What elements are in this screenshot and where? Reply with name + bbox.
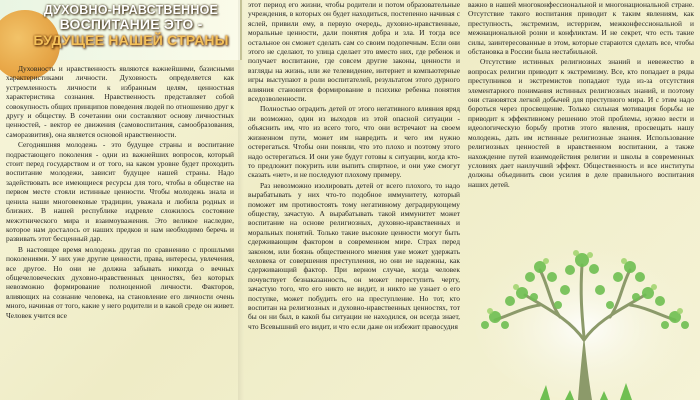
paragraph: важно в нашей многоконфессиональной и многонациональной стране. Отсутствие такого воспитания приводит к таким явлениям, как преступность, экстремизм, истерризм, межконфессиональной и межнациональной розни и конфликтам. И не секрет, что есть такие силы, заинтересованные в этом, которые стараются сделать все, чтобы обстановка в России была нестабильной. [468, 0, 694, 57]
column-left [6, 64, 234, 400]
column-right [468, 0, 694, 250]
paragraph: Раз невозможно изолировать детей от всего плохого, то надо вырабатывать у них что-то подобное иммунитету, который поможет им противостоять тому негативному деградирующему обществу, зачастую. А вырабатывать такой иммунитет может воспитание на основе религиозных, духовно-нравственных и моральных понятий. Только такие высокие ценности могут быть сдерживающим фактором в современном мире. Страх перед законом, или боязнь общественного мнения уже может удержать человека от совершения преступления, но они не надежны, как сдерживающий фактор. При верном случае, когда человек почувствует безнаказанность, он может переступить черту, зачастую того, что его никто не видит, и никто не узнает о его поступке, может побудить его на преступление. Но тот, кто воспитан на религиозных и духовно-нравственных ценностях, тот бы он ни был, в какой бы ситуации не находился, он всегда знает, что Всевышний его видит, и что если даже он избежит правосудия [248, 180, 460, 331]
paragraph: Сегодняшняя молодежь - это будущее страны и воспитание подрастающего поколения - одни из важнейших вопросов, который стоит перед государством и от того, на каком уровне будет проходить воспитание молодежи, зависит будущее нашей страны. Надо задействовать все имеющиеся ресурсы для того, чтобы в обществе на первом месте стояли истинные ценности. Чтобы молодежь знала и ценила наши многовековые традиции, уважала и любила родных и близких. В нашей республике издревле сложилось состояние межэтнического мира и взаимоуважения. Это великое наследие, которое нам досталось от наших предков и нам необходимо беречь и развивать этот бесценный дар. [6, 140, 234, 244]
paragraph: В настоящее время молодежь другая по сравнению с прошлыми поколениями. У них уже другие ценности, права, интересы, увлечения, все другое. Но они не должна забывать никогда о вечных общечеловеческих духовно-нравственных ценностях, без которых невозможно формирование полноценной личности. Факторов, влияющих на сознание человека, на становление его личности очень много, начиная от того, какие у него родители и в какой среде он живет. Человек учится все [6, 244, 234, 320]
title-line-3: БУДУЩЕЕ НАШЕЙ СТРАНЫ [33, 32, 229, 48]
title-line-2: ВОСПИТАНИЕ ЭТО - [59, 16, 203, 32]
paragraph: Отсутствие истинных религиозных знаний и невежество в вопросах религии приводит к экстремизму. Все, кто попадает в ряды преступников и экстремистов попадают туда из-за отсутствия элементарного понимания истинных религиозных знаний, и поэтому они становятся легкой добычей для преступного мира. И с этим надо бороться через просвещение. Только сильная мотивация борьбы не приводит к эффективному решению этой проблемы, нужно вести и идеологическую борьбу против этого явления, просвещать нашу молодежь, дать им истинные религиозные знания. Использование религиозных ценностей в нравственном воспитании, а также нахождение путей взаимодействия религии и школы в современных условиях дает наилучший эффект. Общественность и все институты должны объединить свои усилия в деле правильного воспитания наших детей. [468, 57, 694, 189]
article-title [24, 4, 238, 48]
page-fold-shadow [238, 0, 244, 400]
paragraph: Полностью оградить детей от этого негативного влияния вряд ли возможно, один из выходов из этой опасной ситуации - объяснить им, что из всего того, что они встречают на своем жизненном пути, может им навредить и чего им нужно остерегаться. Чтобы они поняли, что это плохо и поэтому этого надо остерегаться. И они уже будут готовы к ситуации, когда кто-то предложит покурить или выпить спиртное, и они уже смогут сказать «нет», и не последуют плохому примеру. [248, 104, 460, 180]
paragraph: этот период его жизни, чтобы родители и потом образовательные учреждения, в которых он будет находиться, постепенно начиная с яслей, привили ему, в первую очередь, духовно-нравственные, моральные ценности, дали понятия добра и зла. И тогда все остальное он сможет сделать сам со своим подопечным. Если они этого не сделают, то улица сделает это вместо них, где ребенок и получает воспитание, где совсем другие законы, ценности и взгляды на жизнь, или же телевидение, интернет и компьютерные игры выступают в роли воспитателей, результатом этого дурного влияния становится формирование в психике ребенка понятия вседозволенности. [248, 0, 460, 104]
tree-icon [470, 225, 700, 400]
article-banner [0, 0, 242, 60]
column-middle [248, 0, 460, 400]
paragraph: Духовность и нравственность являются важнейшими, базисными характеристиками личности. Духовность определяется как устремленность личности к избранным целям, ценностная характеристика сознания. Нравственность представляет собой совокупность общих принципов поведения людей по отношению друг к другу и обществу. В сочетании они составляют основу личностных ценностей, - вектор ее движения (самовоспитания, самообразования, саморазвития), она является основой нравственности. [6, 64, 234, 139]
title-line-1: ДУХОВНО-НРАВСТВЕННОЕ [43, 3, 219, 17]
